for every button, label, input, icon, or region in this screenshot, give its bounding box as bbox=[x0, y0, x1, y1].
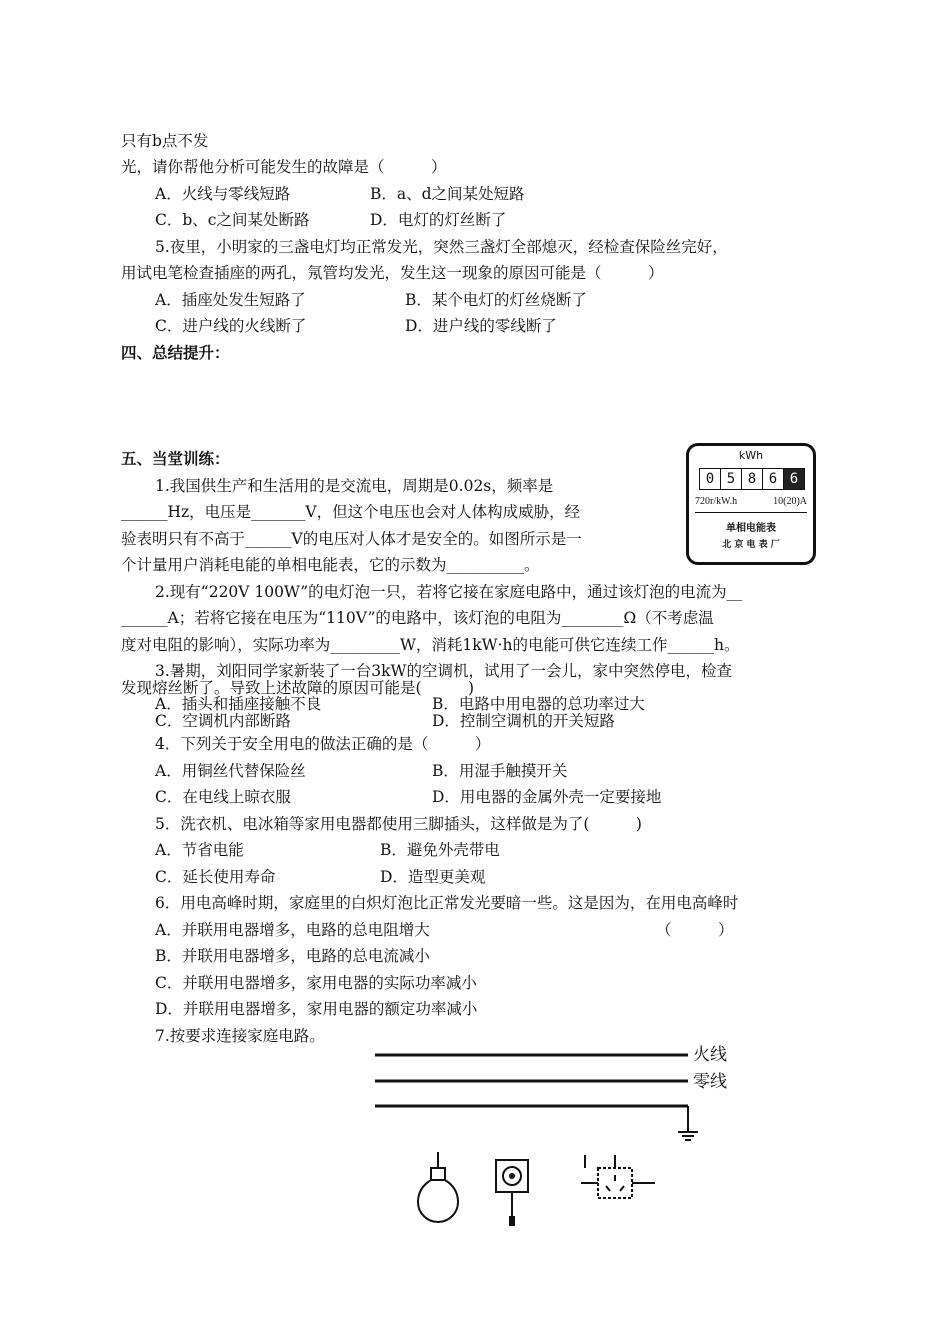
meter-constant: 720r/kW.h bbox=[695, 496, 738, 507]
option-b: B．某个电灯的灯丝烧断了 bbox=[405, 291, 587, 309]
section-heading: 四、总结提升： bbox=[121, 344, 230, 362]
option-d: D．并联用电器增多，家用电器的额定功率减小 bbox=[155, 1000, 478, 1018]
text-line: ______Hz，电压是_______V，但这个电压也会对人体构成威胁，经 bbox=[121, 503, 581, 521]
meter-digit: 0 bbox=[700, 469, 721, 489]
meter-digits bbox=[699, 468, 805, 490]
option-d: D．控制空调机的开关短路 bbox=[432, 712, 615, 730]
meter-maker: 北 京 电 表 厂 bbox=[722, 540, 780, 550]
meter-name: 单相电能表 bbox=[726, 523, 776, 534]
option-c: C．空调机内部断路 bbox=[155, 712, 291, 730]
meter-divider bbox=[695, 512, 807, 513]
meter-digit: 5 bbox=[721, 469, 742, 489]
option-c: C．延长使用寿命 bbox=[155, 868, 276, 886]
question-6: 6．用电高峰时期，家庭里的白炽灯泡比正常发光要暗一些。这是因为，在用电高峰时 bbox=[155, 894, 739, 912]
option-c: C．并联用电器增多，家用电器的实际功率减小 bbox=[155, 974, 477, 992]
text-line: 验表明只有不高于______V的电压对人体才是安全的。如图所示是一 bbox=[121, 530, 582, 548]
meter-digit: 6 bbox=[784, 469, 804, 489]
meter-unit: kWh bbox=[738, 449, 764, 462]
option-a: A．用铜丝代替保险丝 bbox=[155, 762, 306, 780]
text-line: 只有b点不发 bbox=[121, 132, 209, 150]
meter-digit: 6 bbox=[763, 469, 784, 489]
option-b: B．并联用电器增多，电路的总电流减小 bbox=[155, 947, 430, 965]
meter-current: 10(20)A bbox=[773, 496, 807, 507]
circuit-diagram bbox=[360, 1040, 760, 1235]
meter-digit: 8 bbox=[742, 469, 763, 489]
answer-paren: （ ） bbox=[656, 921, 734, 939]
energy-meter-image bbox=[686, 443, 816, 565]
text-line: 个计量用户消耗电能的单相电能表，它的示数为__________。 bbox=[121, 556, 540, 574]
text-line: 度对电阻的影响），实际功率为_________W，消耗1kW·h的电能可供它连续工作______h。 bbox=[121, 636, 740, 654]
option-a: A．并联用电器增多，电路的总电阻增大 bbox=[155, 921, 430, 939]
option-c: C．b、c之间某处断路 bbox=[155, 211, 310, 229]
option-d: D．造型更美观 bbox=[380, 868, 486, 886]
option-b: B．避免外壳带电 bbox=[380, 841, 500, 859]
section-heading: 五、当堂训练： bbox=[121, 450, 230, 468]
bulb-icon bbox=[418, 1152, 458, 1222]
question-5: 5．洗衣机、电冰箱等家用电器都使用三脚插头，这样做是为了( ) bbox=[155, 815, 642, 833]
option-b: B．用湿手触摸开关 bbox=[432, 762, 568, 780]
question-5: 5.夜里，小明家的三盏电灯均正常发光，突然三盏灯全部熄灭，经检查保险丝完好， bbox=[155, 238, 728, 256]
three-pin-socket-icon bbox=[581, 1155, 655, 1198]
question-1: 1.我国供生产和生活用的是交流电，周期是0.02s，频率是 bbox=[155, 477, 554, 495]
option-a: A．火线与零线短路 bbox=[155, 185, 291, 203]
text-line: 发现熔丝断了。导致上述故障的原因可能是( ) bbox=[121, 679, 475, 697]
question-4: 4．下列关于安全用电的做法正确的是（ ） bbox=[155, 735, 491, 753]
option-c: C．进户线的火线断了 bbox=[155, 317, 307, 335]
option-a: A．插座处发生短路了 bbox=[155, 291, 306, 309]
option-d: D．用电器的金属外壳一定要接地 bbox=[432, 788, 662, 806]
live-label: 火线 bbox=[693, 1045, 727, 1065]
neutral-label: 零线 bbox=[693, 1072, 727, 1092]
option-a: A．节省电能 bbox=[155, 841, 244, 859]
question-7: 7.按要求连接家庭电路。 bbox=[155, 1027, 325, 1045]
option-d: D．电灯的灯丝断了 bbox=[370, 211, 507, 229]
text-line: ______A；若将它接在电压为“110V”的电路中，该灯泡的电阻为________Ω（不考虑温 bbox=[121, 609, 714, 627]
text-line: 光，请你帮他分析可能发生的故障是（ ） bbox=[121, 158, 447, 176]
option-b: B．a、d之间某处短路 bbox=[370, 185, 525, 203]
option-d: D．进户线的零线断了 bbox=[405, 317, 557, 335]
option-c: C．在电线上晾衣服 bbox=[155, 788, 291, 806]
text-line: 用试电笔检查插座的两孔，氖管均发光，发生这一现象的原因可能是（ ） bbox=[121, 264, 664, 282]
option-b: B．电路中用电器的总功率过大 bbox=[432, 695, 645, 713]
question-3: 3.暑期，刘阳同学家新装了一台3kW的空调机，试用了一会儿，家中突然停电，检查 bbox=[155, 662, 732, 680]
pull-switch-icon bbox=[496, 1160, 528, 1226]
question-2: 2.现有“220V 100W”的电灯泡一只，若将它接在家庭电路中，通过该灯泡的电流为__ bbox=[155, 583, 743, 601]
option-a: A．插头和插座接触不良 bbox=[155, 695, 322, 713]
